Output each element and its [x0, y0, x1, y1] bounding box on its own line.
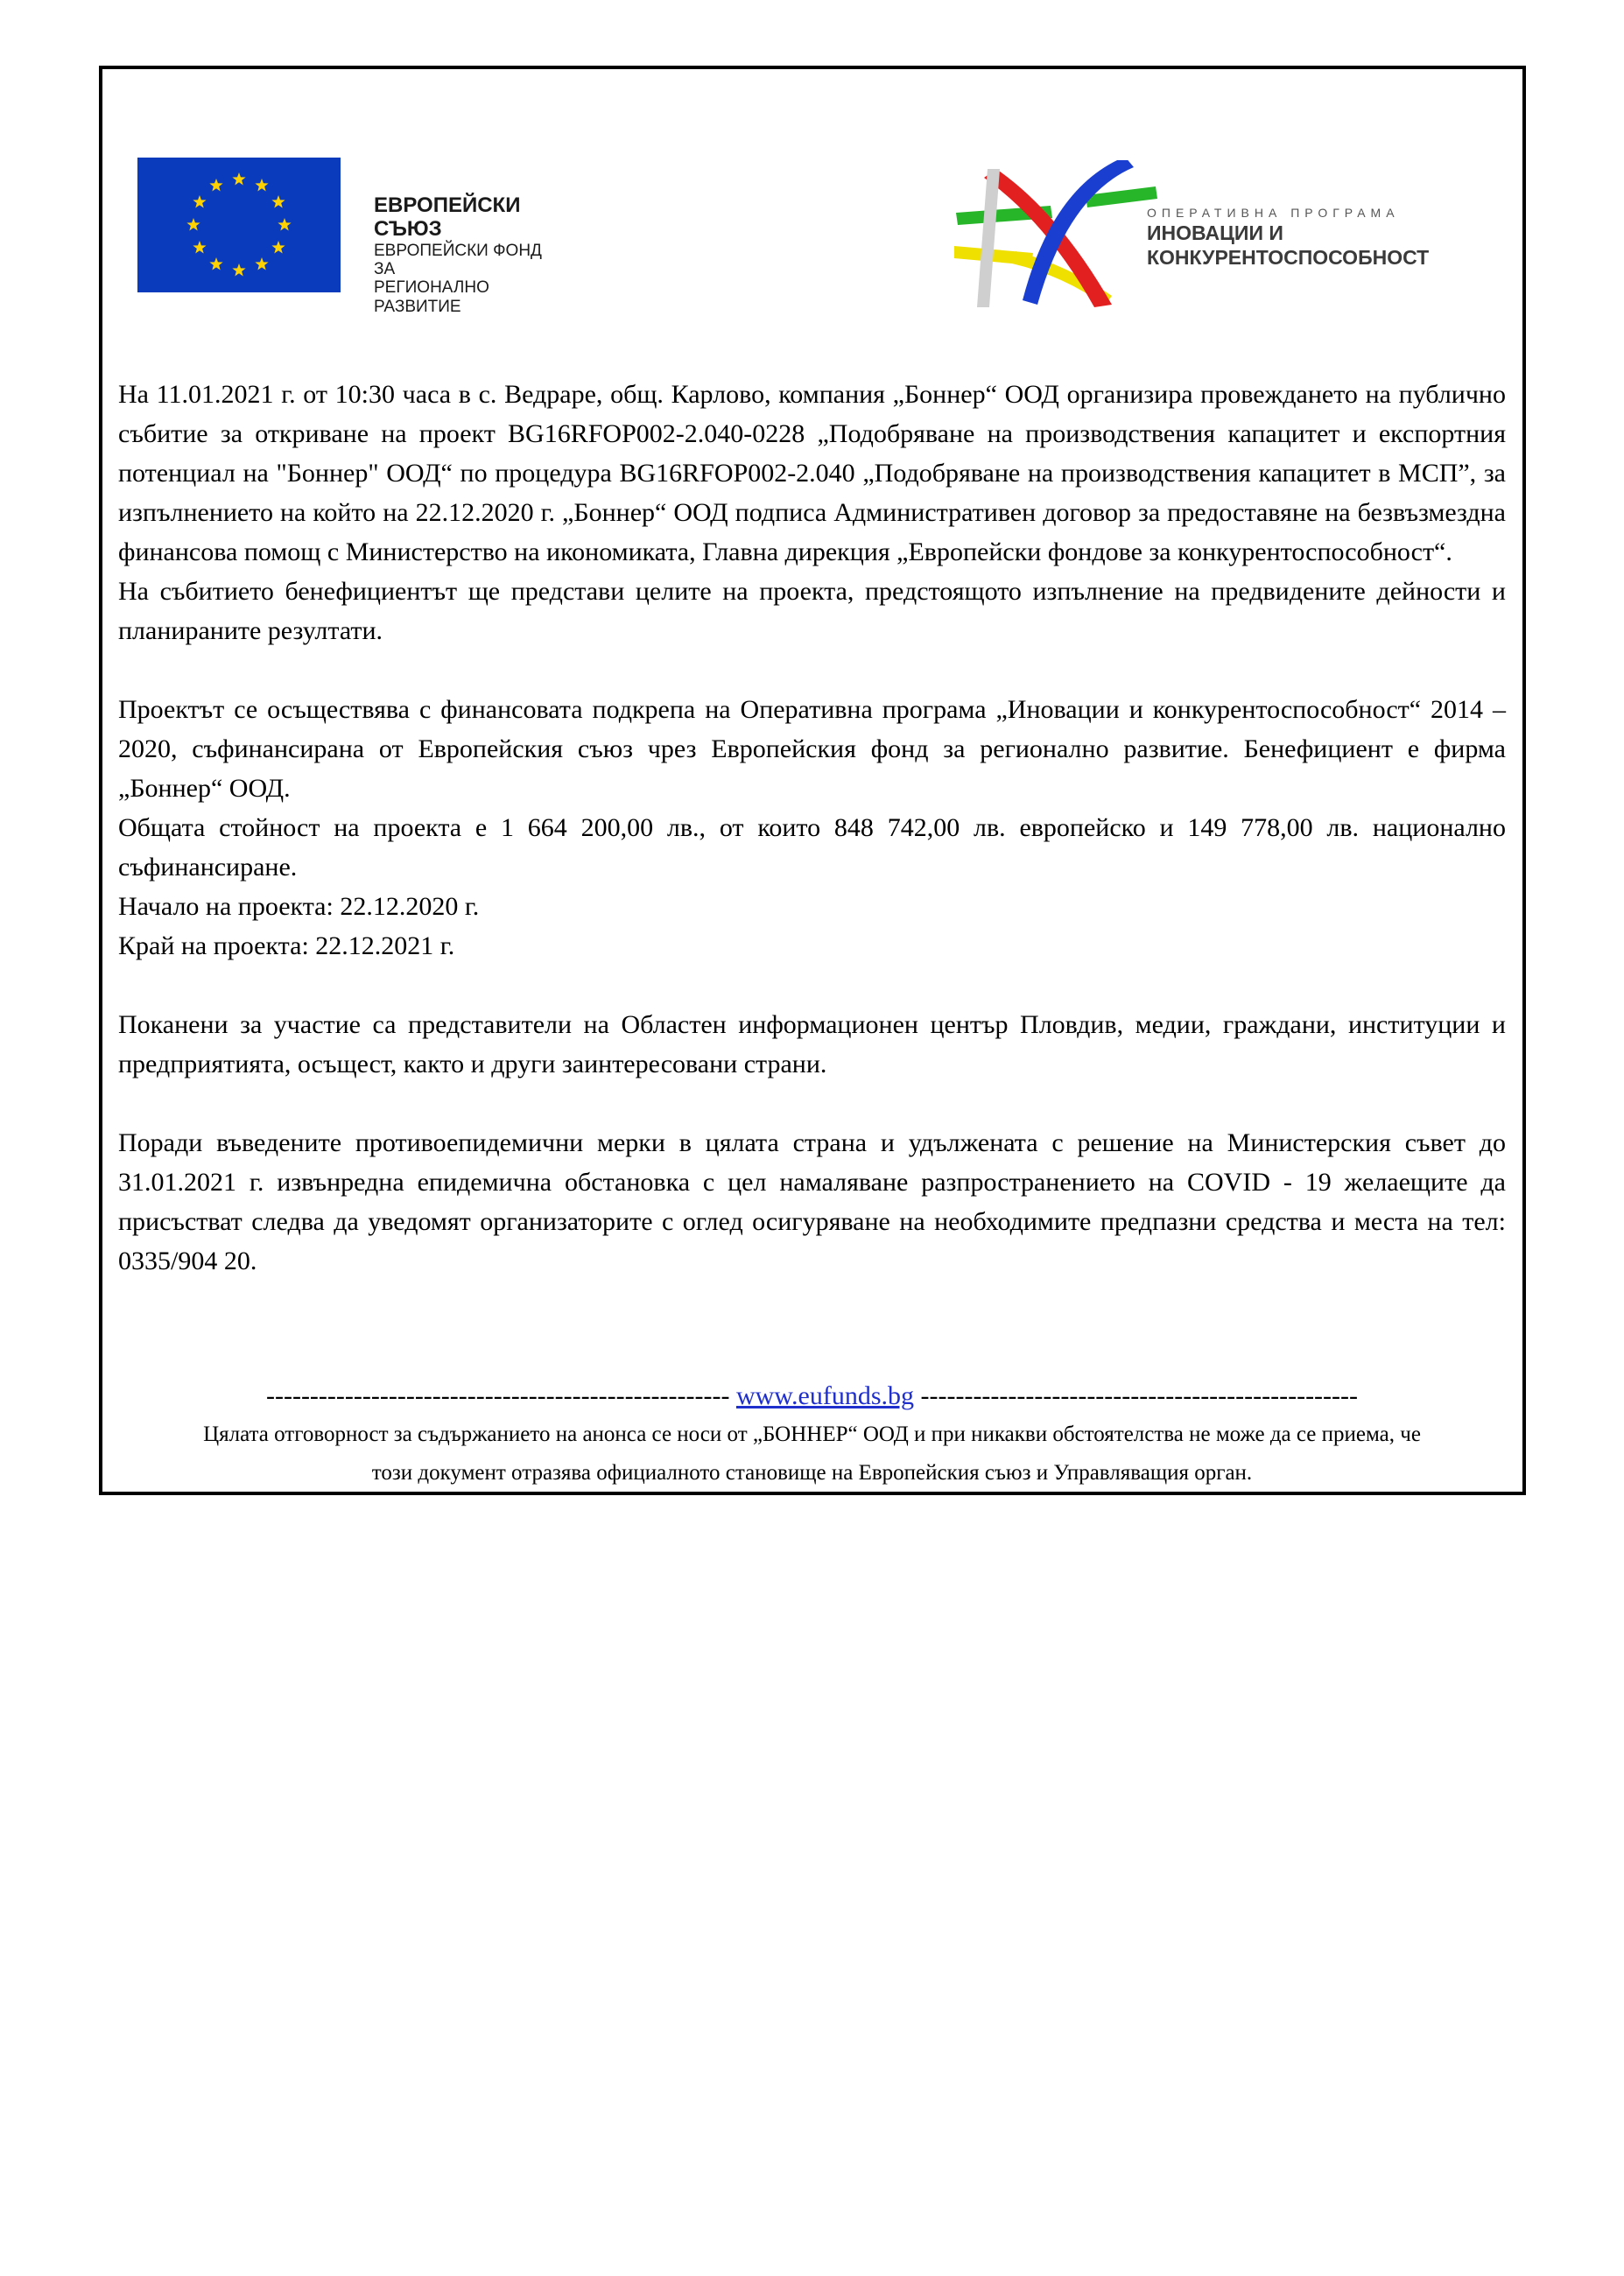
paragraph-presentation: На събитието бенефициентът ще представи целите на проекта, предстоящото изпълнение на предвидените дейности и планираните резултати. — [118, 577, 1506, 645]
project-start: Начало на проекта: 22.12.2020 г. — [118, 892, 480, 921]
paragraph-event: На 11.01.2021 г. от 10:30 часа в с. Ведраре, общ. Карлово, компания „Боннер“ ООД организира провеждането на публично събитие за откриване на проект BG16RFOP002-2.040-0228 „Подобряване на производствения капацитет и експортния потенциал на "Боннер" ООД“ по процедура BG16RFOP002-2.040 „Подобряване на производствения капацитет в МСП”, за изпълнението на който на 22.12.2020 г. „Боннер“ ООД подписа Административен договор за предоставяне на безвъзмездна финансова помощ с Министерство на икономиката, Главна дирекция „Европейски фондове за конкурентоспособност“. — [118, 380, 1506, 566]
disclaimer-line1: Цялата отговорност за съдържанието на анонса се носи от „БОННЕР“ ООД и при никакви обстоятелства не може да се приема, че — [203, 1422, 1421, 1446]
footer-link-line — [118, 1376, 1506, 1415]
project-end: Край на проекта: 22.12.2021 г. — [118, 931, 455, 960]
paragraph-covid: Поради въведените противоепидемични мерки в цялата страна и удължената с решение на Министерския съвет до 31.01.2021 г. извънредна епидемична обстановка с цел намаляване разпространението на COVID - 19 желаещите да присъстват следва да уведомят организаторите с оглед осигуряване на необходимите предпазни средства и места на тел: 0335/904 20. — [118, 1128, 1506, 1275]
opic-mark-icon — [954, 160, 1164, 309]
opic-logo — [954, 160, 1462, 309]
paragraph-invited: Поканени за участие са представители на Областен информационен център Пловдив, медии, граждани, институции и предприятията, осъщест, както и други заинтересовани страни. — [118, 1010, 1506, 1078]
disclaimer-line2: този документ отразява официалното становище на Европейския съюз и Управляващия орган. — [371, 1461, 1253, 1485]
eu-logo — [137, 158, 558, 316]
dashes-right: -------------------------------------------------- — [920, 1381, 1359, 1410]
eu-fund-line1: ЕВРОПЕЙСКИ ФОНД ЗА — [374, 241, 542, 279]
eu-flag-icon — [137, 158, 341, 292]
opic-title-line1: ИНОВАЦИИ И — [1147, 221, 1283, 244]
opic-subtitle: ОПЕРАТИВНА ПРОГРАМА — [1147, 206, 1400, 220]
opic-title-line2: КОНКУРЕНТОСПОСОБНОСТ — [1147, 245, 1430, 269]
paragraph-cost: Общата стойност на проекта е 1 664 200,00 лв., от които 848 742,00 лв. европейско и 149 778,00 лв. национално съфинансиране. — [118, 813, 1506, 882]
eu-title: ЕВРОПЕЙСКИ СЪЮЗ — [374, 193, 521, 241]
disclaimer — [118, 1415, 1506, 1493]
dashes-left: ----------------------------------------------------- — [265, 1381, 730, 1410]
eufunds-link[interactable]: www.eufunds.bg — [735, 1381, 914, 1410]
eu-fund-line2: РЕГИОНАЛНО РАЗВИТИЕ — [374, 278, 489, 316]
paragraph-funding: Проектът се осъществява с финансовата подкрепа на Оперативна програма „Иновации и конкурентоспособност“ 2014 – 2020, съфинансирана от Европейския съюз чрез Европейския фонд за регионално развитие. Бенефициент е фирма „Боннер“ ООД. — [118, 695, 1506, 803]
announcement-body — [118, 375, 1506, 1281]
